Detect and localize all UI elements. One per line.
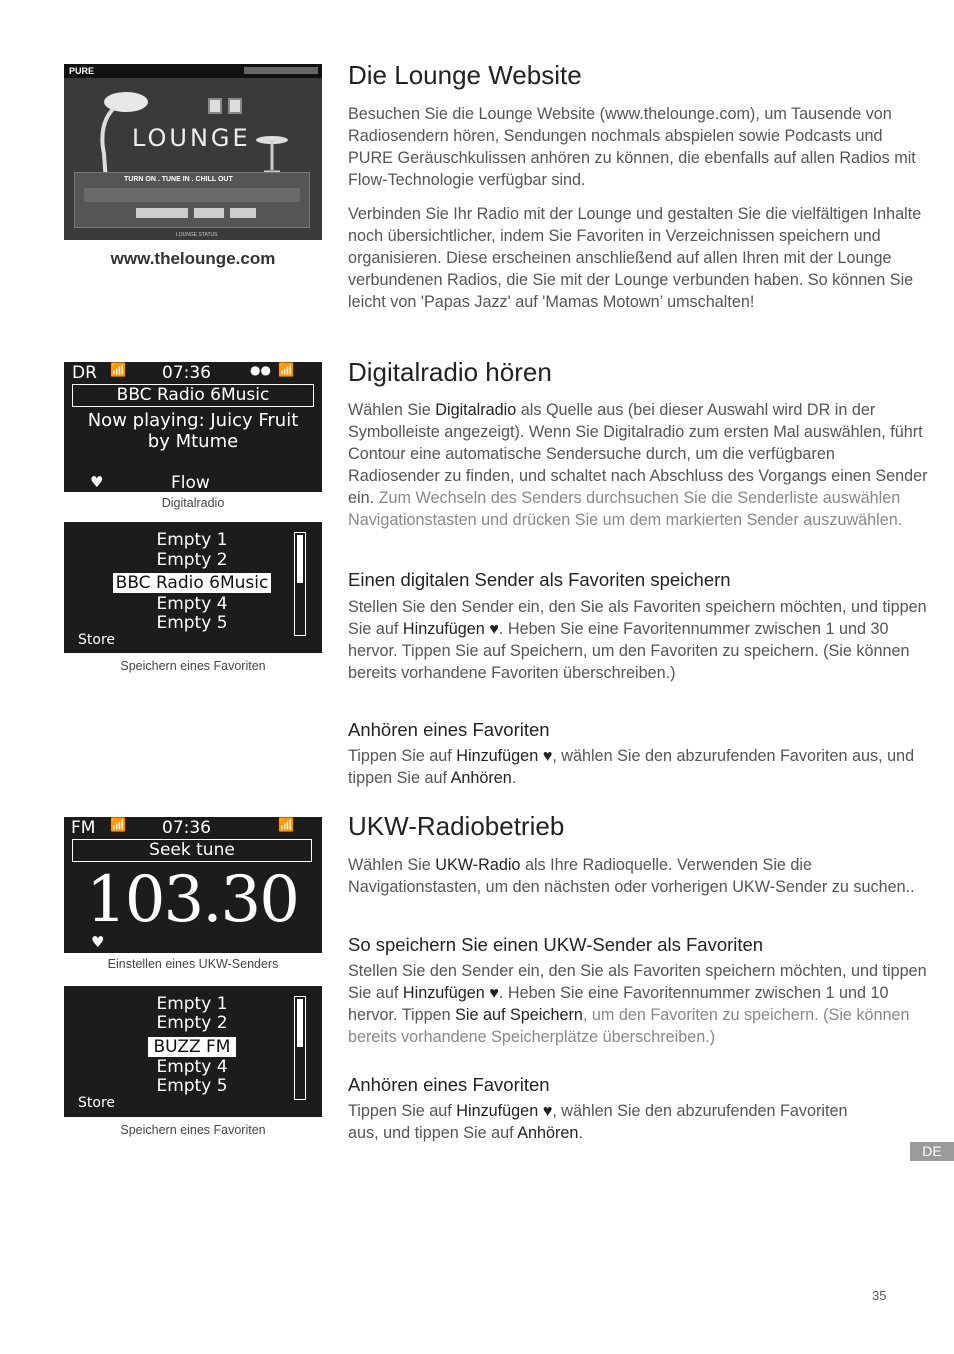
signal-icon: 📶 bbox=[110, 818, 127, 833]
digital-save-paragraph: Stellen Sie den Sender ein, den Sie als Favoriten speichern möchten, und tippen Sie auf Hinzufügen ♥. Heben Sie eine Favoritennummer zwischen 1 und 30 hervor. Tippen Sie auf Speichern, um den Favoriten zu speichern. (Sie können bereits vorhandene Favoriten überschreiben.) bbox=[348, 598, 927, 682]
fav-item-3-selected: BUZZ FM bbox=[64, 1037, 320, 1057]
fav-item-5: Empty 5 bbox=[156, 613, 228, 633]
lounge-caption: www.thelounge.com bbox=[110, 249, 276, 268]
heart-icon: ♥ bbox=[91, 933, 105, 951]
antenna-icon: 📶 bbox=[278, 818, 295, 833]
lounge-heading: Die Lounge Website bbox=[348, 60, 582, 90]
dab-caption: Digitalradio bbox=[161, 496, 225, 510]
ukw-save-heading: So speichern Sie einen UKW-Sender als Favoriten bbox=[348, 934, 764, 955]
frequency: 103.30 bbox=[86, 863, 298, 937]
now-playing-line-1: Now playing: Juicy Fruit bbox=[87, 410, 299, 431]
clock: 07:36 bbox=[162, 818, 211, 838]
antenna-icon: 📶 bbox=[278, 363, 295, 378]
scrollbar bbox=[294, 532, 306, 636]
station-name: BBC Radio 6Music bbox=[116, 385, 270, 405]
fav-item-2: Empty 2 bbox=[156, 550, 228, 570]
clock: 07:36 bbox=[162, 363, 211, 383]
fm-caption: Einstellen eines UKW-Senders bbox=[107, 957, 279, 971]
digital-listen-heading: Anhören eines Favoriten bbox=[348, 719, 550, 740]
table-icon bbox=[252, 134, 292, 174]
dab-display bbox=[64, 362, 322, 492]
ukw-paragraph: Wählen Sie UKW-Radio als Ihre Radioquelle. Verwenden Sie die Navigationstasten, um den nächsten oder vorherigen UKW-Sender zu suchen.. bbox=[348, 856, 915, 896]
heart-icon: ♥ bbox=[90, 473, 104, 491]
ukw-listen-heading: Anhören eines Favoriten bbox=[348, 1074, 550, 1095]
mode-label: DR bbox=[72, 363, 97, 383]
fav-item-3-selected: BBC Radio 6Music bbox=[64, 573, 320, 593]
digital-paragraph: Wählen Sie Digitalradio als Quelle aus (bei dieser Auswahl wird DR in der Symbolleiste angezeigt). Wenn Sie Digitalradio zum ersten Mal auswählen, führt Contour eine automatische Sendersuche durch, um die verfügbaren Radiosender zu finden, und schaltet nach Abschluss des Vorgangs einen Sender ein. Zum Wechseln des Senders durchsuchen Sie die Senderliste auswählen Navigationstasten und drücken Sie um dem markierten Sender auszuwählen. bbox=[348, 401, 928, 529]
store-label: Store bbox=[78, 1095, 116, 1111]
mode-label: FM bbox=[71, 818, 96, 838]
lounge-button-3[interactable] bbox=[230, 208, 256, 218]
fm-fav-caption: Speichern eines Favoriten bbox=[120, 1123, 266, 1137]
lounge-slogan: TURN ON . TUNE IN . CHILL OUT bbox=[124, 176, 233, 183]
lounge-button-1[interactable] bbox=[136, 208, 188, 218]
lounge-logo: LOUNGE bbox=[132, 124, 251, 152]
pure-logo: PURE bbox=[69, 66, 95, 76]
ukw-save-paragraph: Stellen Sie den Sender ein, den Sie als Favoriten speichern möchten, und tippen Sie auf Hinzufügen ♥. Heben Sie eine Favoritennummer zwischen 1 und 10 hervor. Tippen Sie auf Speichern, um den Favoriten zu speichern. (Sie können bereits vorhandene Speicherplätze überschreiben.) bbox=[348, 962, 927, 1046]
lounge-paragraph-1: Besuchen Sie die Lounge Website (www.thelounge.com), um Tausende von Radiosendern hören, Sendungen nochmals abspielen sowie Podcasts und PURE Geräuschkulissen anhören zu können, die ebenfalls auf allen Radios mit Flow-Technologie verfügbar sind. bbox=[348, 105, 916, 189]
fav-item-1: Empty 1 bbox=[156, 994, 228, 1014]
ukw-listen-paragraph: Tippen Sie auf Hinzufügen ♥, wählen Sie den abzurufenden Favoriten aus, und tippen Sie auf Anhören. bbox=[348, 1102, 848, 1142]
dab-favorites-display bbox=[64, 522, 322, 653]
fav-item-5: Empty 5 bbox=[156, 1076, 228, 1096]
now-playing-line-2: by Mtume bbox=[147, 431, 239, 452]
ukw-heading: UKW-Radiobetrieb bbox=[348, 811, 565, 841]
scroll-thumb bbox=[297, 535, 303, 583]
lounge-website-screenshot bbox=[64, 64, 322, 240]
digital-save-heading: Einen digitalen Sender als Favoriten speichern bbox=[348, 569, 731, 590]
lounge-button-2[interactable] bbox=[194, 208, 224, 218]
fav-item-1: Empty 1 bbox=[156, 530, 228, 550]
fm-favorites-display bbox=[64, 986, 322, 1117]
fav-item-4: Empty 4 bbox=[156, 594, 228, 614]
page-number: 35 bbox=[872, 1288, 887, 1303]
dab-fav-caption: Speichern eines Favoriten bbox=[120, 659, 266, 673]
signal-icon: 📶 bbox=[110, 363, 127, 378]
scrollbar bbox=[294, 996, 306, 1100]
flow-label: Flow bbox=[171, 473, 210, 493]
store-label: Store bbox=[78, 632, 116, 648]
scroll-thumb bbox=[297, 999, 303, 1047]
lounge-status: LOUNGE STATUS bbox=[176, 232, 218, 238]
fav-item-4: Empty 4 bbox=[156, 1057, 228, 1077]
stereo-icon: ●● bbox=[250, 363, 271, 377]
digital-heading: Digitalradio hören bbox=[348, 357, 552, 387]
digital-listen-paragraph: Tippen Sie auf Hinzufügen ♥, wählen Sie den abzurufenden Favoriten aus, und tippen Sie auf Anhören. bbox=[348, 747, 915, 787]
seek-label: Seek tune bbox=[149, 840, 235, 860]
lounge-paragraph-2: Verbinden Sie Ihr Radio mit der Lounge und gestalten Sie die vielfältigen Inhalte noch übersichtlicher, indem Sie Favoriten in Verzeichnissen speichern und organisieren. Diese erscheinen anschließend auf allen Ihren mit der Lounge verbundenen Radios, die Sie mit der Lounge verbunden haben. So können Sie leicht von 'Papas Jazz' auf 'Mamas Motown’ umschalten! bbox=[348, 205, 922, 311]
language-tab: DE bbox=[910, 1142, 954, 1161]
fm-display bbox=[64, 817, 322, 953]
fav-item-2: Empty 2 bbox=[156, 1013, 228, 1033]
